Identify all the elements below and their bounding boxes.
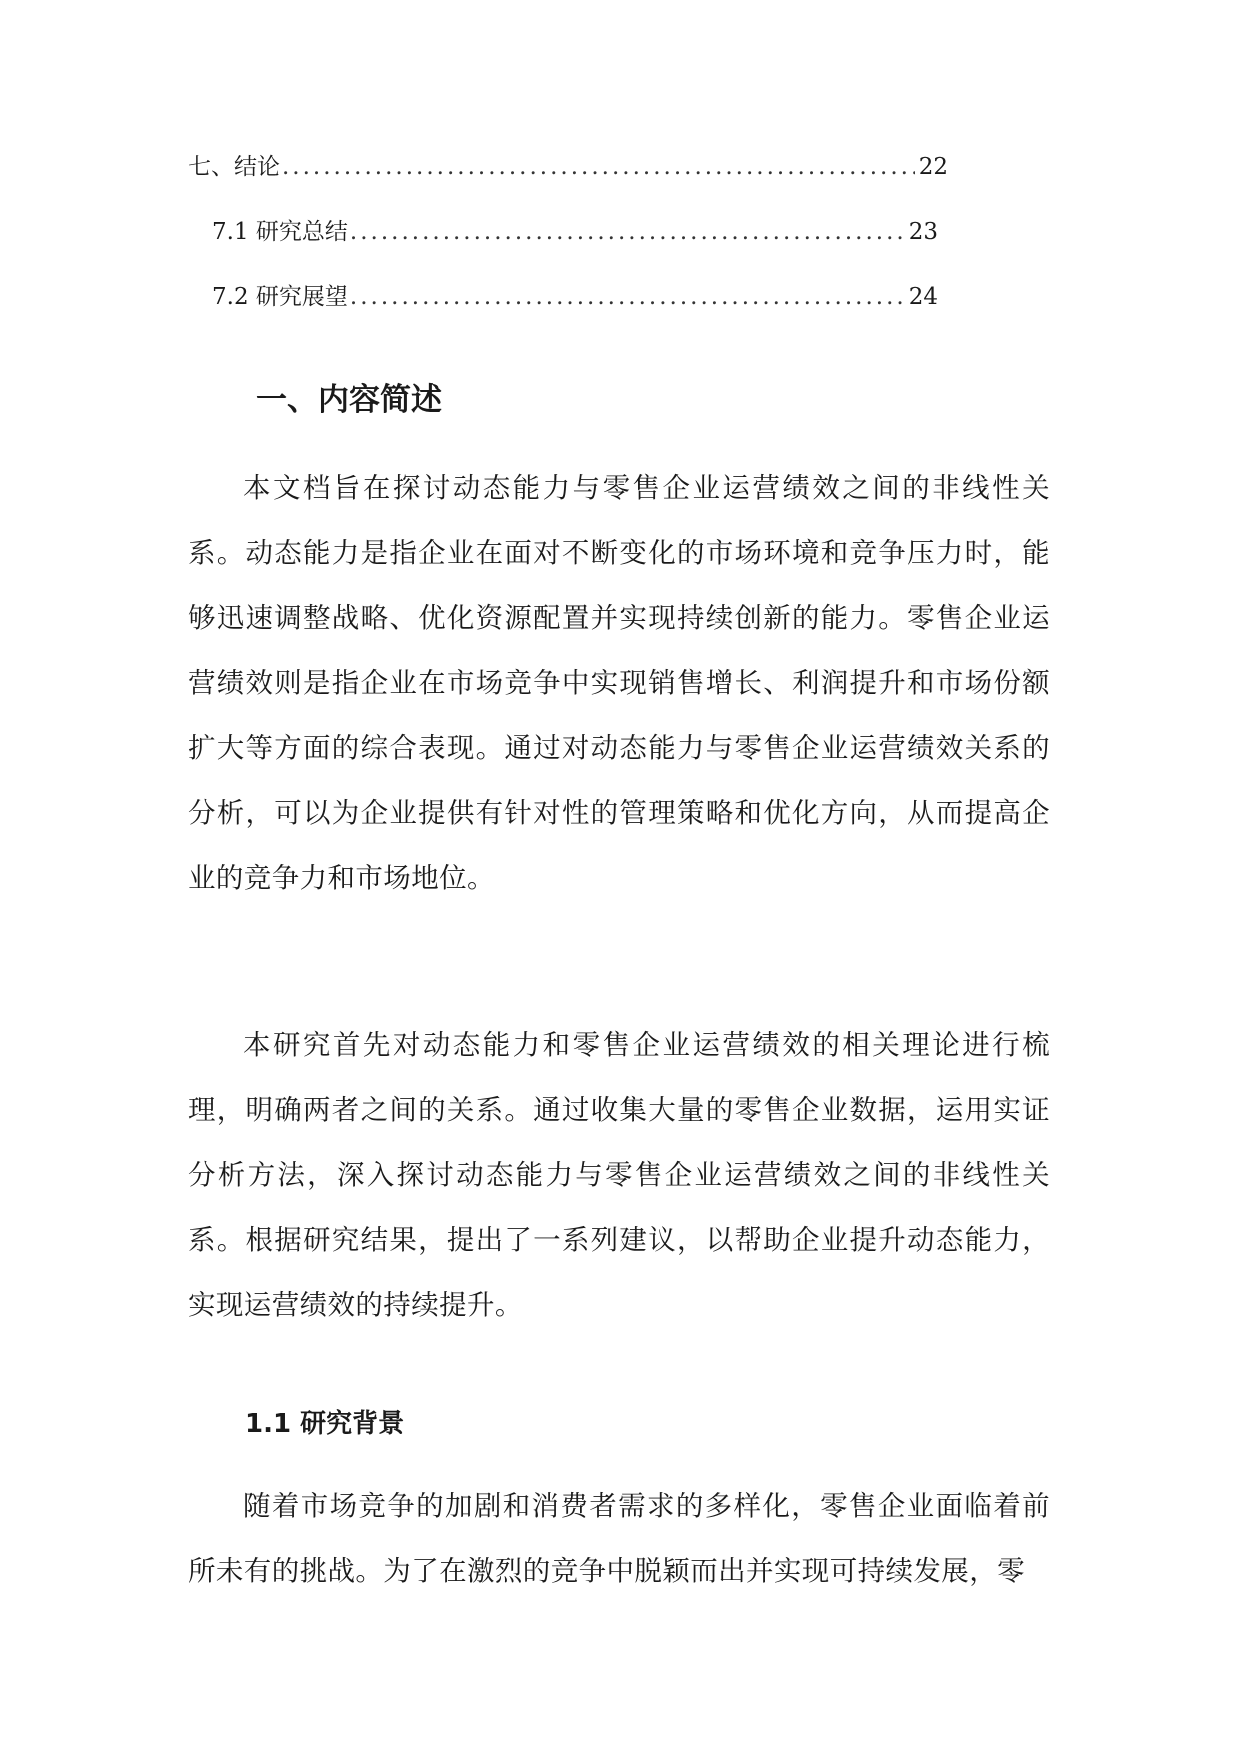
toc-entry-title: 7.2 研究展望 (212, 284, 348, 310)
toc-leader-dots (350, 282, 905, 312)
toc-leader-dots (282, 152, 915, 182)
toc-entry-title: 七、结论 (188, 154, 280, 180)
toc-entry-page: 22 (918, 154, 948, 180)
toc-entry-title: 7.1 研究总结 (212, 219, 348, 245)
toc-entry-research-summary[interactable] (212, 217, 938, 247)
body-paragraph: 本文档旨在探讨动态能力与零售企业运营绩效之间的非线性关系。动态能力是指企业在面对不断变化的市场环境和竞争压力时，能够迅速调整战略、优化资源配置并实现持续创新的能力。零售企业运营绩效则是指企业在市场竞争中实现销售增长、利润提升和市场份额扩大等方面的综合表现。通过对动态能力与零售企业运营绩效关系的分析，可以为企业提供有针对性的管理策略和优化方向，从而提高企业的竞争力和市场地位。 (188, 472, 1050, 894)
section-heading-content-overview: 一、内容简述 (256, 382, 442, 418)
toc-entry-page: 24 (908, 284, 938, 310)
toc-entry-page: 23 (908, 219, 938, 245)
body-paragraph: 随着市场竞争的加剧和消费者需求的多样化，零售企业面临着前所未有的挑战。为了在激烈的竞争中脱颖而出并实现可持续发展，零 (188, 1490, 1050, 1587)
toc-entry-research-outlook[interactable] (212, 282, 938, 312)
subsection-heading-research-background: 1.1 研究背景 (245, 1409, 405, 1439)
toc-entry-conclusion[interactable] (188, 152, 948, 182)
toc-leader-dots (350, 217, 905, 247)
body-paragraph: 本研究首先对动态能力和零售企业运营绩效的相关理论进行梳理，明确两者之间的关系。通过收集大量的零售企业数据，运用实证分析方法，深入探讨动态能力与零售企业运营绩效之间的非线性关系。根据研究结果，提出了一系列建议，以帮助企业提升动态能力，实现运营绩效的持续提升。 (188, 1029, 1050, 1321)
